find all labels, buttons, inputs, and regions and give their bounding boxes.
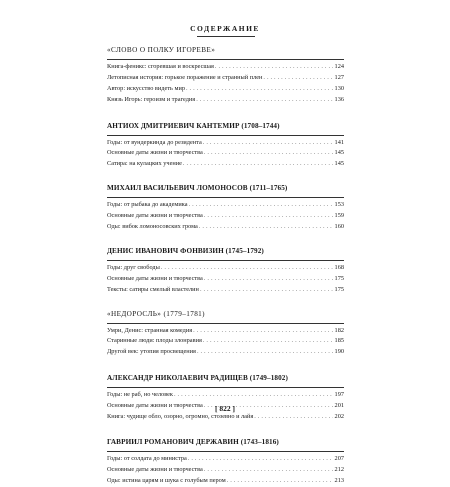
dot-leader bbox=[204, 274, 333, 285]
entry-page-number: 141 bbox=[334, 138, 344, 146]
toc-entry[interactable] bbox=[107, 347, 344, 358]
toc-entry[interactable] bbox=[107, 200, 344, 211]
table-of-contents bbox=[107, 45, 344, 487]
section-title: ДЕНИС ИВАНОВИЧ ФОНВИЗИН (1745–1792) bbox=[107, 246, 264, 255]
toc-entry[interactable] bbox=[107, 274, 344, 285]
toc-section bbox=[107, 246, 344, 296]
entry-page-number: 182 bbox=[334, 326, 344, 334]
entry-page-number: 190 bbox=[334, 348, 344, 356]
dot-leader bbox=[203, 336, 333, 347]
toc-entry[interactable] bbox=[107, 73, 344, 84]
dot-leader bbox=[189, 200, 333, 211]
dot-leader bbox=[196, 95, 333, 106]
dot-leader bbox=[254, 412, 333, 423]
toc-entry[interactable] bbox=[107, 454, 344, 465]
entry-page-number: 153 bbox=[334, 201, 344, 209]
entry-title: Основные даты жизни и творчества bbox=[107, 465, 203, 473]
entry-page-number: 202 bbox=[334, 413, 344, 421]
entry-title: Основные даты жизни и творчества bbox=[107, 274, 203, 282]
toc-section bbox=[107, 437, 344, 487]
toc-entry[interactable] bbox=[107, 62, 344, 73]
toc-entry[interactable] bbox=[107, 336, 344, 347]
toc-entry[interactable] bbox=[107, 222, 344, 233]
entry-title: Основные даты жизни и творчества bbox=[107, 212, 203, 220]
page-number: [ 822 ] bbox=[215, 404, 235, 413]
dot-leader bbox=[204, 211, 333, 222]
section-rule bbox=[107, 197, 344, 198]
dot-leader bbox=[199, 222, 333, 233]
entry-title: Автор: искусство видеть мир bbox=[107, 84, 185, 92]
entry-title: Летописная история: горькое поражение и странный плен bbox=[107, 73, 263, 81]
entry-title: Основные даты жизни и творчества bbox=[107, 402, 203, 410]
toc-entry[interactable] bbox=[107, 84, 344, 95]
entry-page-number: 124 bbox=[334, 63, 344, 70]
entry-title: Оды: вибок ломоносовских грома bbox=[107, 223, 198, 231]
entry-page-number: 213 bbox=[334, 476, 344, 484]
dot-leader bbox=[204, 148, 333, 159]
entry-title: Другой век: утопия просвещения bbox=[107, 348, 196, 356]
dot-leader bbox=[193, 326, 333, 337]
section-rule bbox=[107, 323, 344, 324]
header-underline bbox=[197, 36, 255, 37]
dot-leader bbox=[161, 263, 333, 274]
toc-entry[interactable] bbox=[107, 148, 344, 159]
toc-entry[interactable] bbox=[107, 138, 344, 149]
entry-page-number: 145 bbox=[334, 160, 344, 168]
dot-leader bbox=[188, 454, 333, 465]
entry-title: Основные даты жизни и творчества bbox=[107, 149, 203, 157]
toc-section bbox=[107, 45, 344, 106]
section-title: МИХАИЛ ВАСИЛЬЕВИЧ ЛОМОНОСОВ (1711–1765) bbox=[107, 184, 288, 193]
entry-page-number: 175 bbox=[334, 285, 344, 293]
entry-title: Тексты: сатиры смелый властелин bbox=[107, 285, 199, 293]
toc-section bbox=[107, 121, 344, 171]
entry-page-number: 127 bbox=[334, 73, 344, 81]
entry-page-number: 136 bbox=[334, 95, 344, 103]
dot-leader bbox=[200, 285, 333, 296]
entry-page-number: 207 bbox=[334, 454, 344, 462]
toc-entry[interactable] bbox=[107, 285, 344, 296]
entry-title: Годы: друг свободы bbox=[107, 263, 160, 271]
toc-entry[interactable] bbox=[107, 412, 344, 423]
section-rule bbox=[107, 260, 344, 261]
entry-title: Книга-феникс: сгоревшая и воскресшая bbox=[107, 63, 214, 70]
entry-page-number: 130 bbox=[334, 84, 344, 92]
entry-page-number: 168 bbox=[334, 263, 344, 271]
dot-leader bbox=[203, 138, 333, 149]
dot-leader bbox=[174, 390, 333, 401]
entry-page-number: 185 bbox=[334, 337, 344, 345]
section-rule bbox=[107, 451, 344, 452]
entry-title: Сатира: на кулацких учение bbox=[107, 160, 182, 168]
entry-page-number: 145 bbox=[334, 149, 344, 157]
toc-entry[interactable] bbox=[107, 159, 344, 170]
toc-header: СОДЕРЖАНИЕ bbox=[190, 24, 260, 33]
entry-title: Годы: от солдата до министра bbox=[107, 454, 187, 462]
dot-leader bbox=[263, 73, 333, 84]
entry-page-number: 160 bbox=[334, 223, 344, 231]
toc-section bbox=[107, 183, 344, 233]
entry-title: Годы: не раб, но человек bbox=[107, 391, 173, 399]
section-title: ГАВРИИЛ РОМАНОВИЧ ДЕРЖАВИН (1743–1816) bbox=[107, 437, 279, 446]
dot-leader bbox=[183, 159, 333, 170]
section-title: АНТИОХ ДМИТРИЕВИЧ КАНТЕМИР (1708–1744) bbox=[107, 121, 280, 130]
dot-leader bbox=[197, 347, 333, 358]
dot-leader bbox=[186, 84, 333, 95]
dot-leader bbox=[204, 465, 333, 476]
entry-title: Старинные люди: плоды злонравия bbox=[107, 337, 202, 345]
entry-page-number: 201 bbox=[334, 402, 344, 410]
section-rule bbox=[107, 387, 344, 388]
entry-title: Князь Игорь: героизм и трагедия bbox=[107, 95, 196, 103]
entry-page-number: 175 bbox=[334, 274, 344, 282]
toc-entry[interactable] bbox=[107, 211, 344, 222]
entry-page-number: 212 bbox=[334, 465, 344, 473]
entry-title: Годы: от рыбака до академика bbox=[107, 201, 188, 209]
section-rule bbox=[107, 59, 344, 60]
entry-title: Оды: истина царям и шука с голубым пером bbox=[107, 476, 226, 484]
toc-section bbox=[107, 309, 344, 359]
dot-leader bbox=[227, 476, 333, 487]
section-title: «СЛОВО О ПОЛКУ ИГОРЕВЕ» bbox=[107, 46, 216, 54]
toc-entry[interactable] bbox=[107, 326, 344, 337]
toc-entry[interactable] bbox=[107, 263, 344, 274]
section-title: «НЕДОРОСЛЬ» (1779–1781) bbox=[107, 309, 205, 318]
section-title: АЛЕКСАНДР НИКОЛАЕВИЧ РАДИЩЕВ (1749–1802) bbox=[107, 374, 288, 383]
section-rule bbox=[107, 135, 344, 136]
entry-title: Книга: чудище обло, озорно, огромно, стозевно и лайя bbox=[107, 413, 254, 421]
entry-title: Годы: от вундеркинда до резидента bbox=[107, 138, 202, 146]
toc-entry[interactable] bbox=[107, 465, 344, 476]
toc-entry[interactable] bbox=[107, 390, 344, 401]
entry-title: Умри, Денис: странная комедия bbox=[107, 326, 193, 334]
toc-entry[interactable] bbox=[107, 95, 344, 106]
toc-entry[interactable] bbox=[107, 476, 344, 487]
toc-section bbox=[107, 373, 344, 423]
dot-leader bbox=[215, 62, 333, 73]
entry-page-number: 197 bbox=[334, 391, 344, 399]
entry-page-number: 159 bbox=[334, 212, 344, 220]
